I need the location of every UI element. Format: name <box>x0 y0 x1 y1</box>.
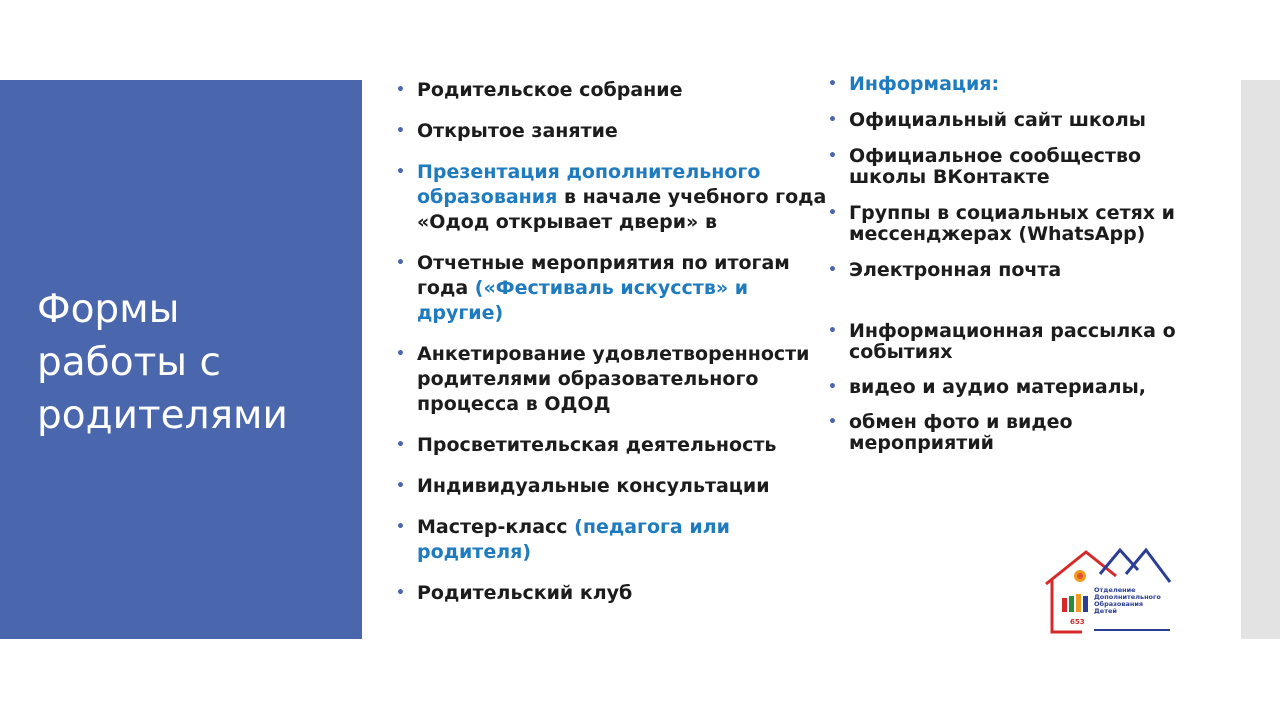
forms-item <box>396 160 836 235</box>
forms-item <box>396 342 836 417</box>
information-channels-list <box>828 74 1198 454</box>
highlighted-text: («Фестиваль искусств» и другие) <box>417 277 749 324</box>
info-item <box>828 412 1198 454</box>
logo-line-1: Отделение <box>1094 586 1136 594</box>
info-item <box>828 377 1198 398</box>
info-item <box>828 110 1198 131</box>
right-gray-strip <box>1241 80 1280 639</box>
item-text: Мастер-класс <box>417 516 575 538</box>
logo-figure-2 <box>1069 596 1074 612</box>
highlighted-text: Презентация дополнительного образования <box>417 161 761 208</box>
item-text: Официальный сайт школы <box>849 109 1146 131</box>
item-text: Отчетные мероприятия по итогам года <box>417 252 790 299</box>
forms-item <box>396 433 836 458</box>
info-item <box>828 260 1198 281</box>
logo-roof-blue-1 <box>1100 550 1138 574</box>
bullet-icon: • <box>396 346 405 362</box>
bullet-icon: • <box>828 379 837 395</box>
bullet-icon: • <box>396 255 405 271</box>
forms-item <box>396 515 836 565</box>
highlighted-text: (педагога или родителя) <box>417 516 730 563</box>
bullet-icon: • <box>396 82 405 98</box>
bullet-icon: • <box>828 262 837 278</box>
item-text: Открытое занятие <box>417 120 618 142</box>
logo-roof-blue-2 <box>1126 550 1170 582</box>
highlighted-text: Информация: <box>849 73 1000 95</box>
bullet-icon: • <box>828 76 837 92</box>
info-item <box>828 146 1198 188</box>
forms-item <box>396 474 836 499</box>
forms-item <box>396 78 836 103</box>
logo-figure-3 <box>1076 594 1081 612</box>
slide-title: Формы работы с родителями <box>37 287 288 438</box>
bullet-icon: • <box>396 123 405 139</box>
bullet-icon: • <box>828 148 837 164</box>
info-item <box>828 321 1198 363</box>
info-item <box>828 203 1198 245</box>
item-text: Информационная рассылка о событиях <box>849 320 1176 363</box>
item-text: Просветительская деятельность <box>417 434 777 456</box>
bullet-icon: • <box>828 112 837 128</box>
bullet-icon: • <box>396 585 405 601</box>
forms-item <box>396 581 836 606</box>
item-text: Родительский клуб <box>417 582 633 604</box>
logo-figure-1 <box>1062 598 1067 612</box>
forms-of-work-list <box>396 78 836 606</box>
item-text: Группы в социальных сетях и мессенджерах (WhatsApp) <box>849 202 1175 245</box>
bullet-icon: • <box>396 519 405 535</box>
forms-item <box>396 119 836 144</box>
logo-line-4: Детей <box>1094 607 1117 615</box>
bullet-icon: • <box>828 205 837 221</box>
logo-line-2: Дополнительного <box>1094 593 1161 601</box>
bullet-icon: • <box>396 478 405 494</box>
item-text: Родительское собрание <box>417 79 683 101</box>
logo-sun-core <box>1077 573 1083 579</box>
item-text: Анкетирование удовлетворенности родителями образовательного процесса в ОДОД <box>417 343 810 415</box>
item-text: Официальное сообщество школы ВКонтакте <box>849 145 1142 188</box>
bullet-icon: • <box>828 414 837 430</box>
item-text: в начале учебного года «Одод открывает двери» в <box>417 186 827 233</box>
bullet-icon: • <box>396 437 405 453</box>
logo-line-3: Образования <box>1094 600 1144 608</box>
bullet-icon: • <box>828 323 837 339</box>
bullet-icon: • <box>396 164 405 180</box>
item-text: Электронная почта <box>849 259 1062 281</box>
item-text: видео и аудио материалы, <box>849 376 1146 398</box>
logo-number: 653 <box>1070 618 1085 626</box>
logo-figure-4 <box>1083 596 1088 612</box>
info-item <box>828 74 1198 95</box>
item-text: обмен фото и видео мероприятий <box>849 411 1073 454</box>
item-text: Индивидуальные консультации <box>417 475 770 497</box>
odod-logo <box>1042 546 1172 636</box>
forms-item <box>396 251 836 326</box>
